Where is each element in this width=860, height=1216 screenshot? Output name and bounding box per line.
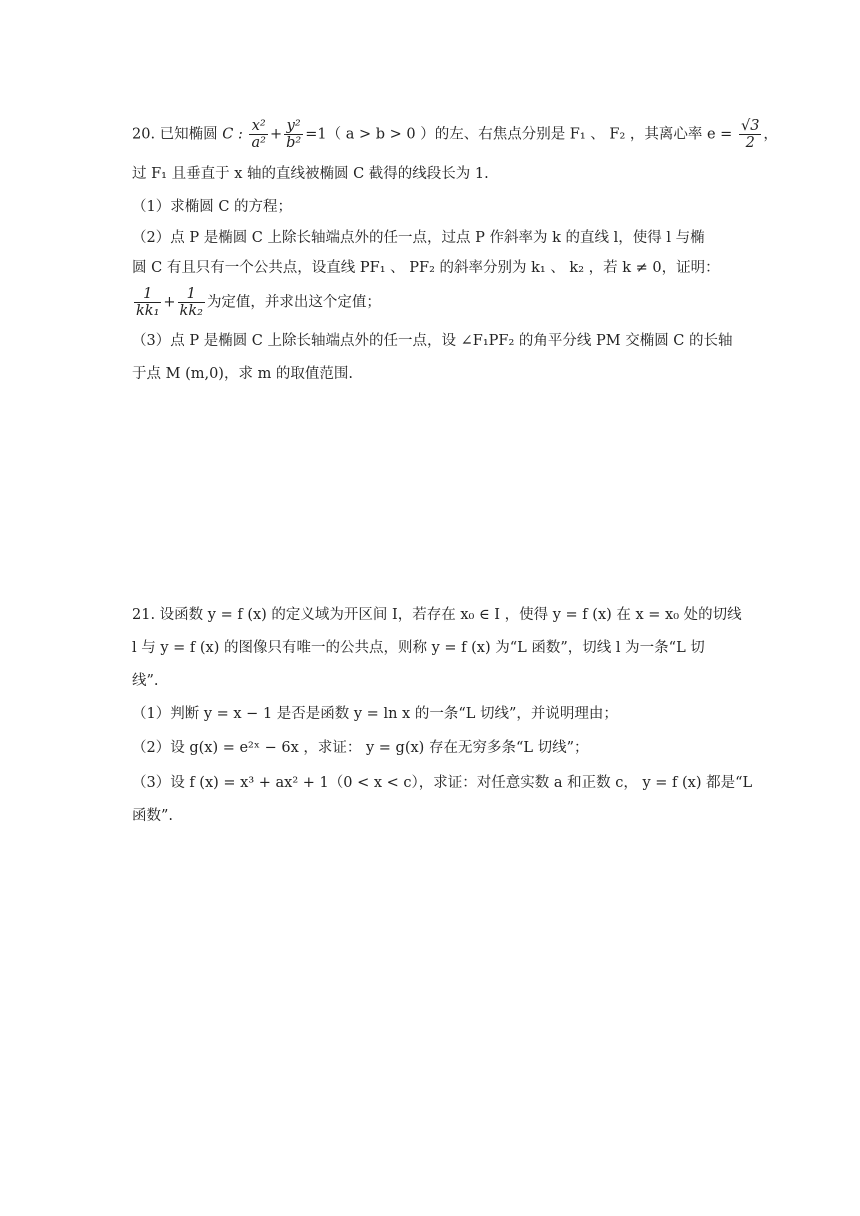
q20-intro: 已知椭圆 bbox=[159, 126, 218, 143]
frac-1-over-kk1 bbox=[134, 286, 161, 319]
eccentricity-fraction bbox=[739, 118, 761, 151]
ellipse-x-term bbox=[249, 118, 267, 151]
ellipse-y-num: y² bbox=[284, 118, 303, 135]
q20-line1-end: ， bbox=[763, 126, 778, 143]
ellipse-y-den: b² bbox=[286, 135, 302, 151]
part2c-tail: 为定值，并求出这个定值； bbox=[206, 294, 381, 311]
ellipse-x-num: x² bbox=[249, 118, 267, 135]
q20-part-3a: （3）点 P 是椭圆 C 上除长轴端点外的任一点，设 ∠F₁PF₂ 的角平分线 PM 交椭圆 C 的长轴 bbox=[132, 333, 733, 349]
q21-part-3b: 函数”. bbox=[132, 808, 174, 824]
q21-part-2: （2）设 g(x) = e²ˣ − 6x ，求证： y = g(x) 存在无穷多条“L 切线”； bbox=[132, 740, 589, 756]
ellipse-y-term bbox=[284, 118, 303, 151]
ellipse-tail: =1（ a > b > 0 ）的左、右焦点分别是 F₁ 、 F₂ ，其离心率 e = bbox=[305, 126, 733, 143]
q21-line-3: 线”. bbox=[132, 673, 159, 689]
ellipse-name: C : bbox=[222, 126, 243, 143]
frac-1-over-kk2 bbox=[178, 286, 205, 319]
q20-line-1: 20. 已知椭圆 C : $\frac{\text{x²}}{\text{a²}}$ + $\frac{\text{y²}}{\text{b²}}$ =1（ a > b > 0 ）的左、右焦点分别是 F₁ 、 F₂ ，其离心率 e = $\frac{√3}{2}$ ， bbox=[132, 118, 778, 151]
q20-part-3b: 于点 M (m,0)，求 m 的取值范围. bbox=[132, 366, 354, 382]
q20-part-1: （1）求椭圆 C 的方程； bbox=[132, 199, 293, 215]
ellipse-x-den: a² bbox=[251, 135, 266, 151]
q21-part-3a: （3）设 f (x) = x³ + ax² + 1（0 < x < c），求证：对任意实数 a 和正数 c， y = f (x) 都是“L bbox=[132, 775, 753, 791]
ecc-den: 2 bbox=[745, 135, 755, 151]
frac2-den: kk₂ bbox=[179, 303, 203, 319]
q20-part-2b: 圆 C 有且只有一个公共点，设直线 PF₁ 、 PF₂ 的斜率分别为 k₁ 、 k₂ ，若 k ≠ 0，证明： bbox=[132, 260, 720, 276]
q21-line-1: 21. 设函数 y = f (x) 的定义域为开区间 I，若存在 x₀ ∈ I ，使得 y = f (x) 在 x = x₀ 处的切线 bbox=[132, 607, 742, 623]
q20-part-2a: （2）点 P 是椭圆 C 上除长轴端点外的任一点，过点 P 作斜率为 k 的直线 l，使得 l 与椭 bbox=[132, 230, 705, 246]
q21-line-2: l 与 y = f (x) 的图像只有唯一的公共点，则称 y = f (x) 为“L 函数”，切线 l 为一条“L 切 bbox=[132, 640, 705, 656]
q21-part-1: （1）判断 y = x − 1 是否是函数 y = ln x 的一条“L 切线”，并说明理由； bbox=[132, 706, 618, 722]
q20-part-2c: $\frac{1}{\text{kk₁}}$ + $\frac{1}{\text{kk₂}}$ 为定值，并求出这个定值； bbox=[136, 286, 381, 319]
frac2-num: 1 bbox=[178, 286, 205, 303]
frac1-den: kk₁ bbox=[136, 303, 160, 319]
frac1-num: 1 bbox=[134, 286, 161, 303]
q20-line-2: 过 F₁ 且垂直于 x 轴的直线被椭圆 C 截得的线段长为 1. bbox=[132, 166, 489, 182]
q20-number: 20. bbox=[132, 126, 156, 143]
ecc-num: √3 bbox=[740, 118, 760, 134]
